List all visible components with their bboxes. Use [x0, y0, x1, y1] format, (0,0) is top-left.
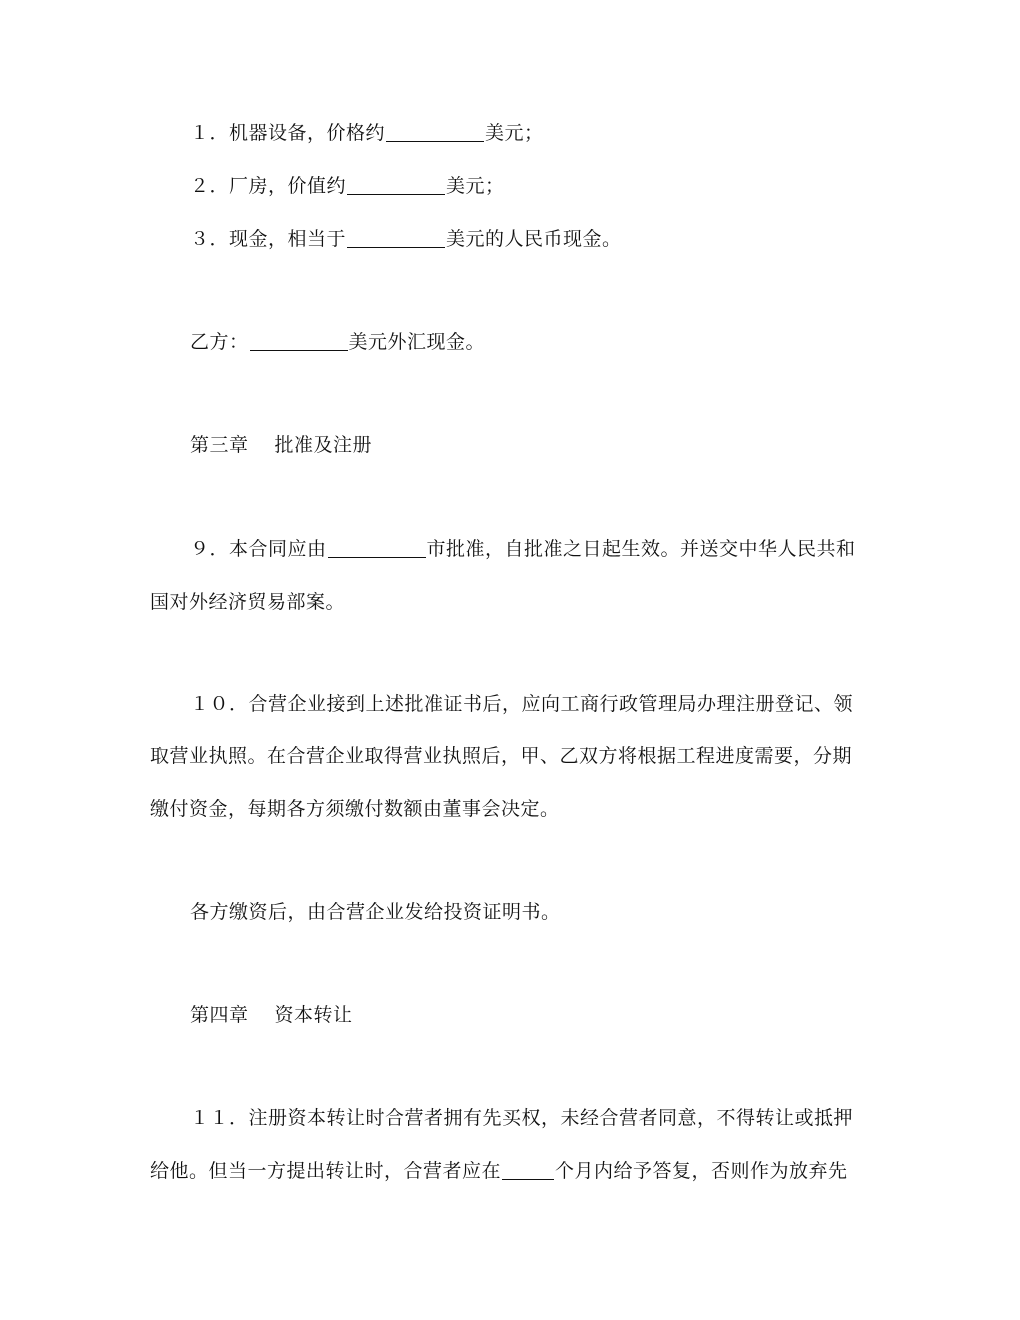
clause-10-line-1: １０．合营企业接到上述批准证书后，应向工商行政管理局办理注册登记、领 — [190, 693, 854, 715]
item-cash-text: ３．现金，相当于 — [190, 228, 347, 250]
clause-9-text-b: 市批准，自批准之日起生效。并送交中华人民共和 — [426, 538, 856, 560]
item-cash-unit: 美元的人民币现金。 — [446, 228, 622, 250]
chapter-4-number: 第四章 — [190, 1004, 249, 1026]
clause-9-line-1 — [150, 537, 915, 561]
blank-line — [250, 330, 348, 351]
party-b-contribution — [150, 330, 915, 354]
certificate-paragraph: 各方缴资后，由合营企业发给投资证明书。 — [190, 901, 561, 923]
item-factory-unit: 美元； — [446, 175, 505, 197]
item-machinery-text: １．机器设备，价格约 — [190, 122, 386, 144]
clause-11-text-b: 个月内给予答复，否则作为放弃先 — [555, 1160, 848, 1182]
clause-11-line-2 — [150, 1159, 875, 1183]
item-machinery — [150, 121, 915, 145]
clause-10-line-3: 缴付资金，每期各方须缴付数额由董事会决定。 — [150, 798, 560, 820]
clause-11-text-a: 给他。但当一方提出转让时，合营者应在 — [150, 1160, 502, 1182]
chapter-3-number: 第三章 — [190, 434, 249, 456]
party-b-label: 乙方： — [190, 331, 249, 353]
blank-line — [502, 1159, 554, 1180]
item-machinery-unit: 美元； — [485, 122, 544, 144]
blank-line — [347, 227, 445, 248]
party-b-text: 美元外汇现金。 — [348, 331, 486, 353]
item-factory — [150, 174, 915, 198]
clause-11-line-1: １１．注册资本转让时合营者拥有先买权，未经合营者同意，不得转让或抵押 — [190, 1107, 854, 1129]
blank-line — [328, 537, 426, 558]
blank-line — [347, 174, 445, 195]
item-factory-text: ２．厂房，价值约 — [190, 175, 347, 197]
item-cash — [150, 227, 915, 251]
clause-9-line-2: 国对外经济贸易部案。 — [150, 591, 346, 613]
chapter-3-heading — [150, 433, 915, 457]
chapter-3-title: 批准及注册 — [274, 434, 373, 456]
clause-10-line-2: 取营业执照。在合营企业取得营业执照后，甲、乙双方将根据工程进度需要，分期 — [150, 745, 853, 767]
chapter-4-heading — [150, 1003, 915, 1027]
chapter-4-title: 资本转让 — [274, 1004, 353, 1026]
blank-line — [386, 121, 484, 142]
clause-9-text-a: ９．本合同应由 — [190, 538, 327, 560]
